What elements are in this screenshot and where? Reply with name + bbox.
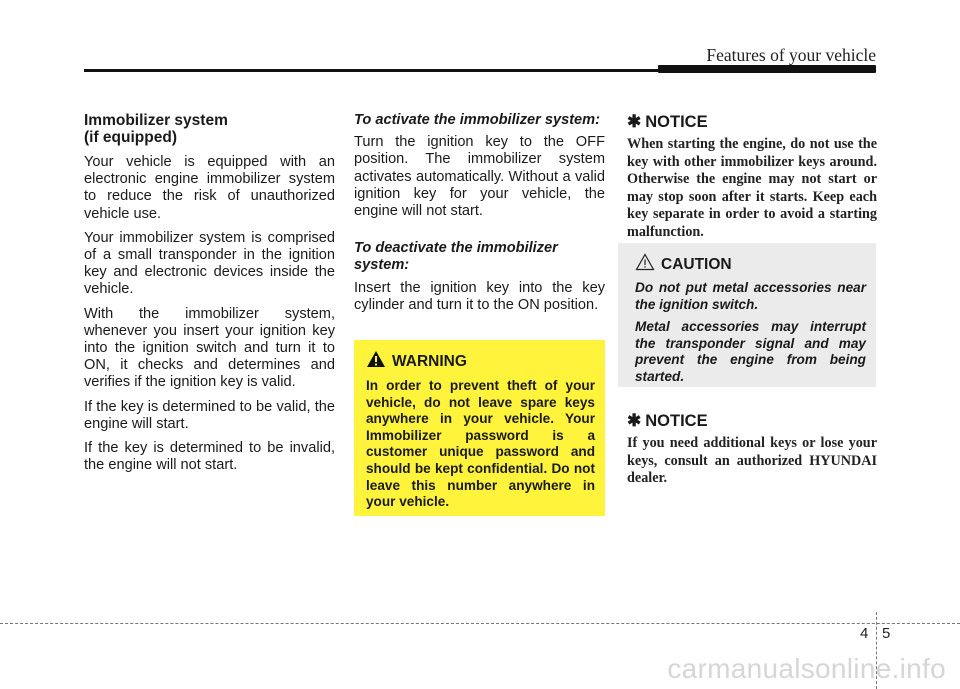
- watermark: carmanualsonline.info: [667, 653, 946, 684]
- deactivate-heading: To deactivate the immobilizer system:: [354, 240, 558, 274]
- notice-section: [627, 112, 877, 241]
- notice-text: If you need additional keys or lose your keys, consult an authorized HYUNDAI dealer.: [627, 435, 877, 486]
- activation-section: [354, 112, 605, 321]
- caution-text: Do not put metal accessories near the ignition switch.: [635, 280, 866, 312]
- section-heading: [84, 112, 335, 146]
- caution-title: CAUTION: [661, 255, 732, 273]
- paragraph: With the immobilizer system, whenever you insert your ignition key into the ignition switch and turn it to ON, it checks and determines and verifies if the ignition key is valid.: [84, 305, 335, 391]
- notice-header: [627, 411, 877, 431]
- paragraph: If the key is determined to be valid, the engine will start.: [84, 398, 335, 432]
- warning-header: [366, 350, 595, 373]
- warning-box: [354, 340, 605, 516]
- notice-title: NOTICE: [645, 112, 708, 131]
- notice-header: [627, 112, 877, 132]
- paragraph: If the key is determined to be invalid, the engine will not start.: [84, 440, 335, 474]
- section-heading-line1: Immobilizer system: [84, 112, 228, 129]
- asterisk-icon: ✱: [627, 112, 642, 131]
- warning-text: In order to prevent theft of your vehicle, do not leave spare keys anywhere in your vehicle. Your Immobilizer password is a customer unique password and should be kept confidential. Do not leave this number anywhere in your vehicle.: [366, 378, 595, 510]
- section-heading-line2: (if equipped): [84, 129, 177, 146]
- notice-section-keys: [627, 411, 877, 488]
- caution-text: Metal accessories may interrupt the transponder signal and may prevent the engine from being started.: [635, 319, 866, 384]
- header-rule-accent: [658, 65, 876, 73]
- paragraph: Your immobilizer system is comprised of a small transponder in the ignition key and electronic devices inside the vehicle.: [84, 229, 335, 298]
- footer-rule: [0, 623, 960, 624]
- caution-box: [618, 243, 876, 387]
- warning-icon: [366, 350, 386, 373]
- chapter-number: 4: [860, 625, 869, 642]
- paragraph: Your vehicle is equipped with an electronic engine immobilizer system to reduce the risk of unauthorized vehicle use.: [84, 154, 335, 222]
- notice-title: NOTICE: [645, 411, 708, 430]
- immobilizer-section: [84, 112, 335, 481]
- section-title: Features of your vehicle: [706, 45, 876, 65]
- deactivate-text: Insert the ignition key into the key cylinder and turn it to the ON position.: [354, 279, 605, 313]
- activate-heading: To activate the immobilizer system:: [354, 112, 601, 128]
- warning-title: WARNING: [392, 352, 467, 370]
- page-number: 5: [882, 625, 891, 642]
- caution-header: [635, 253, 866, 276]
- notice-text: When starting the engine, do not use the key with other immobilizer keys around. Otherwise the engine may not start or may stop soon after it starts. Keep each key separate in order to avoid a starting malfunction.: [627, 136, 877, 240]
- activate-text: Turn the ignition key to the OFF position. The immobilizer system activates automatically. Without a valid ignition key for your vehicle, the engine will not start.: [354, 134, 605, 220]
- caution-icon: [635, 253, 655, 276]
- asterisk-icon: ✱: [627, 411, 642, 430]
